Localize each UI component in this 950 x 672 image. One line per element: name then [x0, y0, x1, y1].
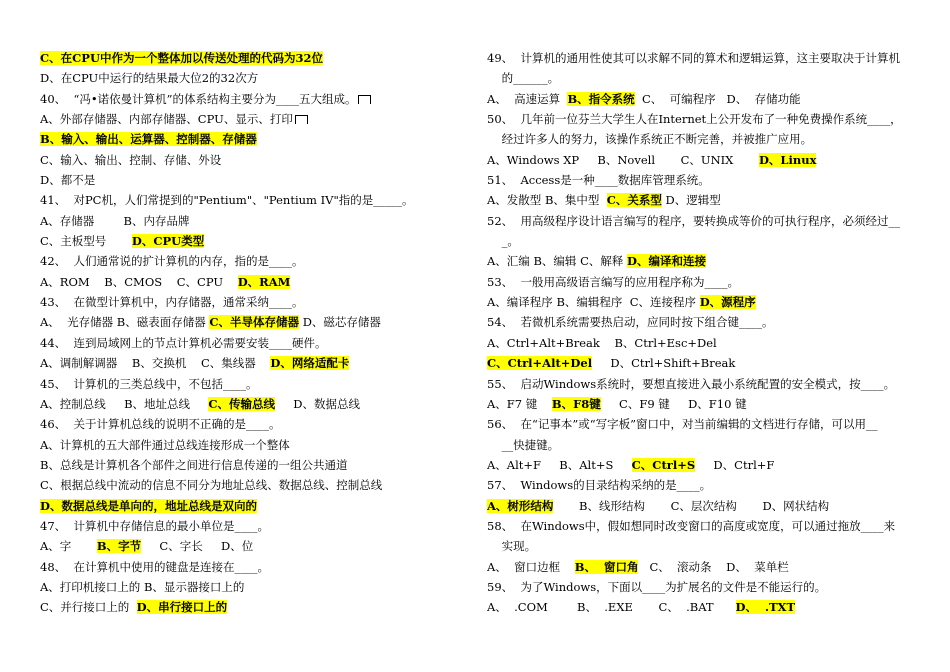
text-line	[40, 129, 455, 149]
text-line	[40, 597, 455, 617]
text-line	[40, 109, 455, 129]
highlighted-answer: D、Linux	[758, 152, 817, 167]
highlighted-answer: C、在CPU中作为一个整体加以传送处理的代码为32位	[40, 51, 323, 65]
text-segment: D、Ctrl+Shift+Break	[592, 356, 736, 371]
text-line	[487, 597, 912, 617]
highlighted-answer: D、RAM	[237, 274, 291, 289]
text-line	[487, 435, 912, 455]
text-segment: 51、 Access是一种____数据库管理系统。	[487, 173, 710, 188]
text-line	[40, 312, 455, 332]
text-line	[487, 455, 912, 475]
text-line	[40, 536, 455, 556]
text-segment: 50、 几年前一位芬兰大学生人在Internet上公开发布了一种免费操作系统____，	[487, 112, 902, 127]
highlighted-answer: A、树形结构	[487, 498, 554, 513]
text-segment: 44、 连到局域网上的节点计算机必需要安装____硬件。	[40, 335, 327, 350]
text-line	[40, 516, 455, 536]
text-segment: A、控制总线 B、地址总线	[40, 396, 209, 411]
highlighted-answer: D、串行接口上的	[136, 600, 228, 615]
text-segment: 43、 在微型计算机中，内存储器，通常采纳____。	[40, 295, 304, 310]
text-line	[487, 211, 912, 231]
bracket-mark-icon	[358, 95, 371, 104]
text-line	[487, 475, 912, 495]
highlighted-answer: C、传输总线	[208, 396, 275, 411]
highlighted-answer: B、指令系统	[567, 91, 635, 106]
highlighted-answer: D、源程序	[699, 295, 756, 310]
text-segment: D、逻辑型	[661, 193, 721, 208]
text-line	[487, 68, 912, 88]
text-segment: C、输入、输出、控制、存储、外设	[40, 152, 222, 167]
text-segment: 55、 启动Windows系统时，要想直接进入最小系统配置的安全模式，按____。	[487, 376, 896, 391]
text-line	[487, 48, 912, 68]
highlighted-answer: D、网络适配卡	[270, 356, 350, 371]
text-segment: C、F9 键 D、F10 键	[600, 396, 747, 411]
text-segment: A、Alt+F B、Alt+S	[487, 457, 632, 472]
text-line	[487, 557, 912, 577]
text-segment: A、字	[40, 539, 97, 554]
text-line	[40, 292, 455, 312]
text-line	[40, 48, 455, 68]
text-segment: C、根据总线中流动的信息不同分为地址总线、数据总线、控制总线	[40, 478, 383, 493]
text-segment: _。	[487, 234, 519, 249]
text-segment: 59、 为了Windows，下面以____为扩展名的文件是不能运行的。	[487, 579, 827, 594]
highlighted-answer: B、F8键	[551, 396, 601, 411]
text-segment: 57、 Windows的目录结构采纳的是____。	[487, 478, 712, 493]
text-line	[487, 333, 912, 353]
text-segment: 56、 在“记事本”或“写字板”窗口中，对当前编辑的文档进行存储，可以用__	[487, 417, 878, 432]
text-segment: D、Ctrl+F	[695, 457, 775, 472]
text-line	[487, 150, 912, 170]
text-line	[40, 170, 455, 190]
text-segment: D、都不是	[40, 173, 96, 188]
text-segment: 47、 计算机中存储信息的最小单位是____。	[40, 518, 269, 533]
text-segment: C、 可编程序 D、 存储功能	[634, 91, 801, 106]
text-line	[487, 536, 912, 556]
text-segment: A、发散型 B、集中型	[487, 193, 607, 208]
text-line	[487, 577, 912, 597]
text-line	[487, 89, 912, 109]
highlighted-answer: C、Ctrl+S	[631, 457, 696, 472]
text-segment: 实现。	[487, 539, 537, 554]
text-segment: 48、 在计算机中使用的键盘是连接在____。	[40, 559, 269, 574]
text-line	[40, 414, 455, 434]
text-line	[487, 170, 912, 190]
text-segment: 经过许多人的努力，该操作系统正不断完善，并被推广应用。	[487, 132, 813, 147]
text-segment: C、并行接口上的	[40, 600, 137, 615]
text-line	[487, 190, 912, 210]
text-segment: A、打印机接口上的 B、显示器接口上的	[40, 579, 245, 594]
highlighted-answer: D、 .TXT	[735, 600, 796, 615]
text-segment: D、在CPU中运行的结果最大位2的32次方	[40, 71, 259, 86]
text-segment: 53、 一般用高级语言编写的应用程序称为____。	[487, 274, 739, 289]
text-segment: 49、 计算机的通用性使其可以求解不同的算术和逻辑运算，这主要取决于计算机	[487, 51, 900, 65]
text-segment: C、主板型号	[40, 234, 132, 249]
highlighted-answer: C、半导体存储器	[209, 315, 300, 330]
text-segment: D、磁芯存储器	[299, 315, 381, 330]
text-segment: B、线形结构 C、层次结构 D、网状结构	[553, 498, 830, 513]
text-line	[487, 272, 912, 292]
highlighted-answer: C、Ctrl+Alt+Del	[487, 356, 593, 371]
text-segment: B、总线是计算机各个部件之间进行信息传递的一组公共通道	[40, 457, 348, 472]
text-line	[487, 374, 912, 394]
highlighted-answer: B、输入、输出、运算器、控制器、存储器	[40, 132, 257, 147]
text-line	[40, 211, 455, 231]
highlighted-answer: D、CPU类型	[131, 234, 205, 249]
left-column	[40, 48, 455, 618]
right-column	[487, 48, 912, 618]
text-segment: __快捷键。	[487, 437, 560, 452]
text-line	[40, 272, 455, 292]
text-line	[40, 68, 455, 88]
text-line	[40, 374, 455, 394]
text-line	[487, 353, 912, 373]
text-line	[487, 414, 912, 434]
text-segment: A、 窗口边框	[487, 559, 575, 574]
text-segment: A、 .COM B、 .EXE C、 .BAT	[487, 600, 736, 615]
text-segment: A、ROM B、CMOS C、CPU	[40, 274, 238, 289]
text-line	[487, 394, 912, 414]
highlighted-answer: C、关系型	[606, 193, 662, 208]
text-line	[487, 109, 912, 129]
text-segment: 42、 人们通常说的扩计算机的内存，指的是____。	[40, 254, 304, 269]
text-line	[40, 435, 455, 455]
text-line	[487, 292, 912, 312]
text-segment: A、外部存储器、内部存储器、CPU、显示、打印	[40, 112, 293, 127]
text-segment: A、汇编 B、编辑 C、解释	[487, 254, 628, 269]
text-segment: 45、 计算机的三类总线中，不包括____。	[40, 376, 258, 391]
text-segment: A、Ctrl+Alt+Break B、Ctrl+Esc+Del	[487, 335, 717, 350]
text-segment: D、数据总线	[274, 396, 360, 411]
text-line	[487, 312, 912, 332]
text-line	[487, 231, 912, 251]
text-segment: A、Windows XP B、Novell C、UNIX	[487, 152, 759, 167]
text-segment: C、 滚动条 D、 菜单栏	[638, 559, 789, 574]
text-line	[40, 231, 455, 251]
text-line	[40, 577, 455, 597]
text-line	[40, 394, 455, 414]
text-segment: A、存储器 B、内存品牌	[40, 213, 190, 228]
text-segment: 的______。	[487, 71, 560, 86]
text-line	[40, 190, 455, 210]
text-line	[40, 333, 455, 353]
text-segment: 54、 若微机系统需要热启动，应同时按下组合键____。	[487, 315, 774, 330]
text-segment: 40、 “冯•诺依曼计算机”的体系结构主要分为____五大组成。	[40, 91, 357, 106]
text-line	[487, 251, 912, 271]
text-segment: 58、 在Windows中，假如想同时改变窗口的高度或宽度，可以通过拖放____来	[487, 518, 896, 533]
text-line	[40, 150, 455, 170]
text-segment: 41、 对PC机，人们常提到的"Pentium"、"Pentium IV"指的是_____。	[40, 193, 414, 208]
text-segment: A、 光存储器 B、磁表面存储器	[40, 315, 210, 330]
highlighted-answer: B、字节	[96, 539, 142, 554]
text-segment: 46、 关于计算机总线的说明不正确的是____。	[40, 417, 281, 432]
text-line	[40, 475, 455, 495]
text-line	[40, 455, 455, 475]
text-segment: A、F7 键	[487, 396, 552, 411]
bracket-mark-icon	[295, 115, 308, 124]
text-segment: 52、 用高级程序设计语言编写的程序，要转换成等价的可执行程序，必须经过__	[487, 213, 900, 228]
text-line	[40, 557, 455, 577]
text-segment: A、调制解调器 B、交换机 C、集线器	[40, 356, 271, 371]
text-line	[487, 496, 912, 516]
text-line	[487, 516, 912, 536]
text-line	[40, 89, 455, 109]
highlighted-answer: B、 窗口角	[574, 559, 639, 574]
highlighted-answer: D、数据总线是单向的，地址总线是双向的	[40, 498, 257, 513]
text-line	[487, 129, 912, 149]
text-segment: A、 高速运算	[487, 91, 568, 106]
text-segment: A、计算机的五大部件通过总线连接形成一个整体	[40, 437, 290, 452]
text-line	[40, 251, 455, 271]
highlighted-answer: D、编译和连接	[627, 254, 707, 269]
text-line	[40, 496, 455, 516]
text-segment: A、编译程序 B、编辑程序 C、连接程序	[487, 295, 700, 310]
text-line	[40, 353, 455, 373]
text-segment: C、字长 D、位	[141, 539, 254, 554]
